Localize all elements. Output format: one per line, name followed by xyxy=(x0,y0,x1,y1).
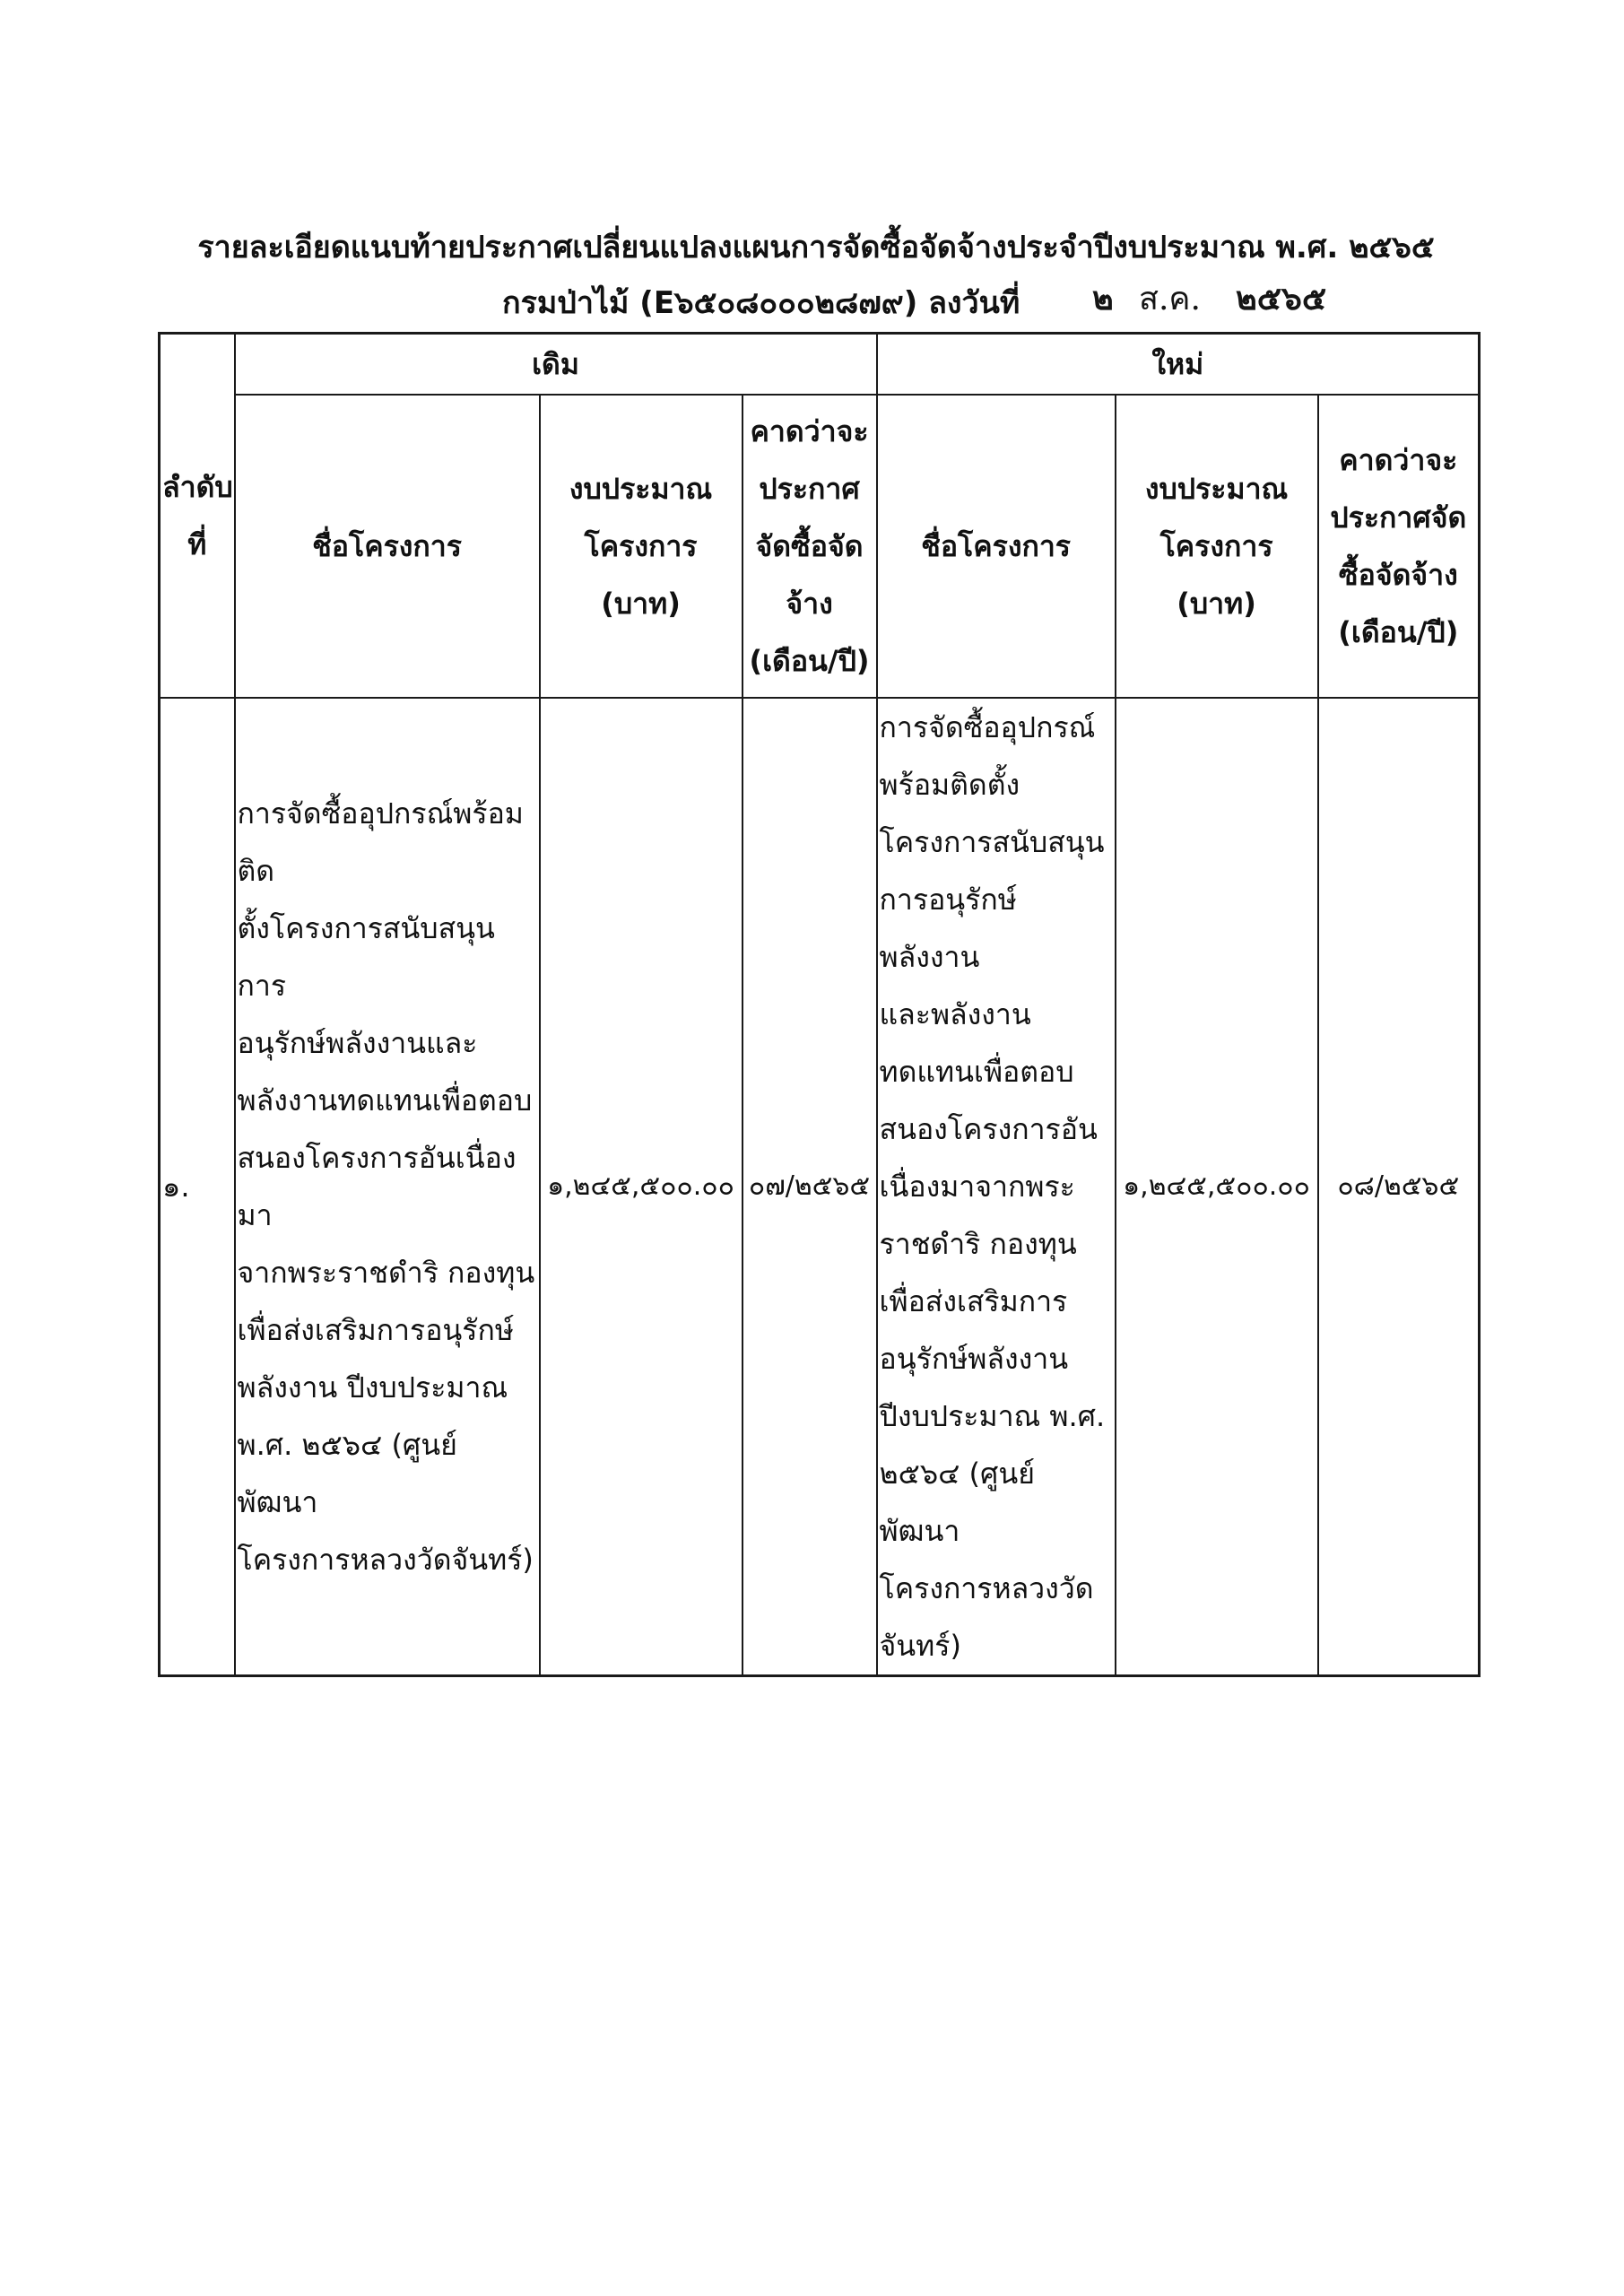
header-new-project-name: ชื่อโครงการ xyxy=(877,395,1116,698)
date-month: ส.ค. xyxy=(1139,281,1201,317)
row-new-project-name xyxy=(877,698,1116,1676)
row-new-expected: ๐๘/๒๕๖๕ xyxy=(1318,698,1480,1676)
text-line: การจัดซื้ออุปกรณ์พร้อมติด xyxy=(237,796,524,888)
text-line: เนื่องมาจากพระ xyxy=(879,1170,1075,1204)
row-new-budget: ๑,๒๔๕,๕๐๐.๐๐ xyxy=(1116,698,1318,1676)
header-line: (เดือน/ปี) xyxy=(749,644,870,678)
handwritten-date-day: ๒ xyxy=(1092,280,1114,317)
header-line: คาดว่าจะ xyxy=(1339,443,1458,477)
document-title: รายละเอียดแนบท้ายประกาศเปลี่ยนแปลงแผนการจัดซื้อจัดจ้างประจำปีงบประมาณ พ.ศ. ๒๕๖๕ xyxy=(197,230,1435,265)
header-line: จัดซื้อจัด xyxy=(755,529,864,563)
header-group-old: เดิม xyxy=(235,334,877,396)
text-line: อนุรักษ์พลังงานและ xyxy=(237,1026,478,1060)
text-line: พลังงานทดแทนเพื่อตอบ xyxy=(237,1083,533,1118)
header-line: ประกาศจัด xyxy=(1330,500,1467,535)
text-line: โครงการหลวงวัดจันทร์) xyxy=(237,1543,534,1577)
text-line: ตั้งโครงการสนับสนุนการ xyxy=(237,911,495,1003)
text-line: จากพระราชดำริ กองทุน xyxy=(237,1256,535,1290)
text-line: ทดแทนเพื่อตอบ xyxy=(879,1055,1074,1089)
header-old-budget xyxy=(540,395,743,698)
row-old-budget: ๑,๒๔๕,๕๐๐.๐๐ xyxy=(540,698,743,1676)
header-line: (บาท) xyxy=(601,587,681,621)
header-line: (บาท) xyxy=(1177,587,1256,621)
table-row xyxy=(160,698,1480,1676)
text-line: และพลังงาน xyxy=(879,997,1031,1031)
header-new-budget xyxy=(1116,395,1318,698)
text-line: ๒๕๖๔ (ศูนย์พัฒนา xyxy=(879,1457,1035,1548)
text-line: โครงการสนับสนุน xyxy=(879,825,1105,859)
row-old-project-name xyxy=(235,698,540,1676)
header-seq-line: ลำดับ xyxy=(162,470,233,504)
header-line: จ้าง xyxy=(786,587,833,621)
header-line: งบประมาณ xyxy=(569,472,713,506)
text-line: ปีงบประมาณ พ.ศ. xyxy=(879,1399,1106,1433)
row-seq: ๑. xyxy=(160,698,235,1676)
text-line: การอนุรักษ์พลังงาน xyxy=(879,883,1017,974)
text-line: เพื่อส่งเสริมการอนุรักษ์ xyxy=(237,1313,514,1347)
header-line: ประกาศ xyxy=(759,472,860,506)
header-line: โครงการ xyxy=(1159,529,1273,563)
text-line: การจัดซื้ออุปกรณ์ xyxy=(879,710,1096,744)
handwritten-date-year: ๒๕๖๕ xyxy=(1236,280,1327,317)
header-line: (เดือน/ปี) xyxy=(1338,615,1459,649)
header-new-expected xyxy=(1318,395,1480,698)
text-line: ราชดำริ กองทุน xyxy=(879,1227,1077,1261)
header-line: โครงการ xyxy=(584,529,698,563)
text-line: สนองโครงการอันเนื่องมา xyxy=(237,1141,517,1232)
header-old-project-name: ชื่อโครงการ xyxy=(235,395,540,698)
header-group-new: ใหม่ xyxy=(877,334,1480,396)
text-line: พลังงาน ปีงบประมาณ xyxy=(237,1370,508,1405)
document-subtitle: กรมป่าไม้ (E๖๕๐๘๐๐๐๒๘๗๙) ลงวันที่ xyxy=(502,285,1020,321)
header-seq xyxy=(160,334,235,699)
text-line: พ.ศ. ๒๕๖๔ (ศูนย์พัฒนา xyxy=(237,1428,457,1519)
text-line: โครงการหลวงวัด xyxy=(879,1571,1094,1605)
text-line: เพื่อส่งเสริมการ xyxy=(879,1284,1068,1318)
header-seq-line: ที่ xyxy=(187,527,207,561)
text-line: สนองโครงการอัน xyxy=(879,1112,1098,1146)
header-old-expected xyxy=(743,395,877,698)
header-line: ซื้อจัดจ้าง xyxy=(1338,558,1458,592)
text-line: พร้อมติดตั้ง xyxy=(879,768,1020,802)
row-old-expected: ๐๗/๒๕๖๕ xyxy=(743,698,877,1676)
header-line: งบประมาณ xyxy=(1144,472,1289,506)
text-line: อนุรักษ์พลังงาน xyxy=(879,1342,1069,1376)
text-line: จันทร์) xyxy=(879,1629,961,1663)
header-line: คาดว่าจะ xyxy=(750,414,869,448)
procurement-plan-table xyxy=(158,332,1481,1677)
